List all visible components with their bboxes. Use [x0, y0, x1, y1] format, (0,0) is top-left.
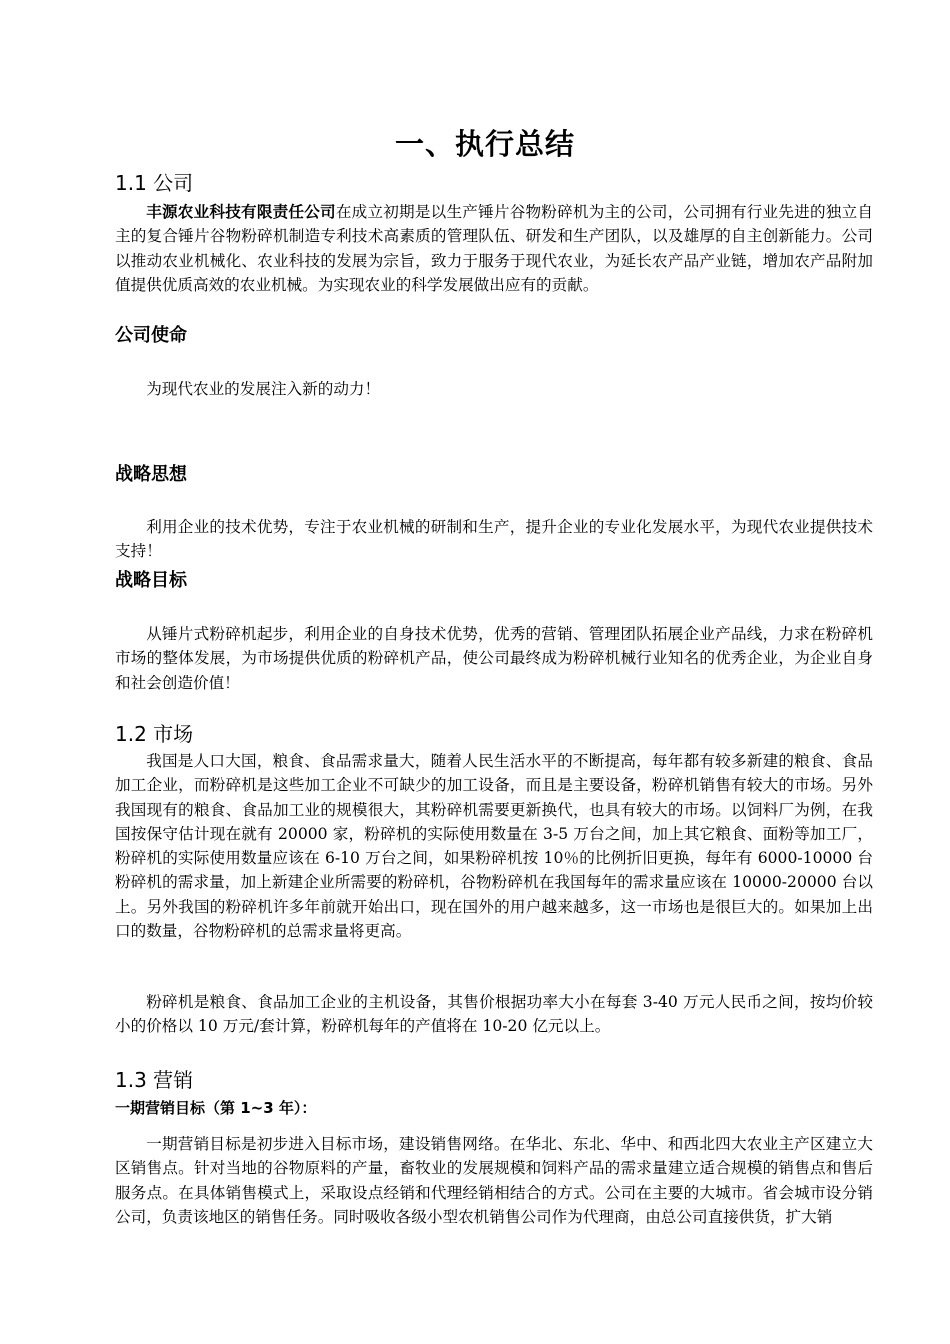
strategy-heading: 战略思想: [115, 464, 187, 485]
goal-heading: 战略目标: [115, 570, 187, 591]
page-title: 一、执行总结: [394, 127, 575, 161]
market-paragraph-2: 粉碎机是粮食、食品加工企业的主机设备，其售价根据功率大小在每套 3-40 万元人民币之间，按均价较小的价格以 10 万元/套计算，粉碎机每年的产值将在 10-20 亿元以上。: [115, 993, 873, 1036]
mission-paragraph: 为现代农业的发展注入新的动力！: [146, 380, 381, 398]
mission-heading: 公司使命: [115, 325, 187, 346]
goal-paragraph: 从锤片式粉碎机起步，利用企业的自身技术优势，优秀的营销、管理团队拓展企业产品线，力求在粉碎机市场的整体发展，为市场提供优质的粉碎机产品，使公司最终成为粉碎机械行业知名的优秀企业，为企业自身和社会创造价值！: [115, 625, 873, 692]
company-intro-text: 在成立初期是以生产锤片谷物粉碎机为主的公司，公司拥有行业先进的独立自主的复合锤片谷物粉碎机制造专利技术高素质的管理队伍、研发和生产团队，以及雄厚的自主创新能力。公司以推动农业机械化、农业科技的发展为宗旨，致力于服务于现代农业，为延长农产品产业链，增加农产品附加值提供优质高效的农业机械。为实现农业的科学发展做出应有的贡献。: [115, 203, 873, 294]
company-intro-paragraph: [115, 200, 873, 297]
marketing-subheading: 一期营销目标（第 1~3 年）：: [115, 1099, 317, 1117]
section-heading-marketing: 1.3 营销: [115, 1068, 194, 1092]
section-heading-market: 1.2 市场: [115, 722, 194, 746]
strategy-paragraph: 利用企业的技术优势，专注于农业机械的研制和生产，提升企业的专业化发展水平，为现代农业提供技术支持！: [115, 518, 873, 561]
marketing-paragraph-1: 一期营销目标是初步进入目标市场，建设销售网络。在华北、东北、华中、和西北四大农业主产区建立大区销售点。针对当地的谷物原料的产量，畜牧业的发展规模和饲料产品的需求量建立适合规模的销售点和售后服务点。在具体销售模式上，采取设点经销和代理经销相结合的方式。公司在主要的大城市。省会城市设分销公司，负责该地区的销售任务。同时吸收各级小型农机销售公司作为代理商，由总公司直接供货，扩大销: [115, 1135, 873, 1226]
section-heading-company: 1.1 公司: [115, 171, 194, 195]
company-name: 丰源农业科技有限责任公司: [146, 203, 336, 221]
market-paragraph-1: 我国是人口大国，粮食、食品需求量大，随着人民生活水平的不断提高，每年都有较多新建的粮食、食品加工企业，而粉碎机是这些加工企业不可缺少的加工设备，而且是主要设备，粉碎机销售有较大的市场。另外我国现有的粮食、食品加工业的规模很大，其粉碎机需要更新换代，也具有较大的市场。以饲料厂为例，在我国按保守估计现在就有 20000 家，粉碎机的实际使用数量在 3-5 万台之间，加上其它粮食、面粉等加工厂，粉碎机的实际使用数量应该在 6-10 万台之间，如果粉碎机按 10％的比例折旧更换，每年有 6000-10000 台粉碎机的需求量，加上新建企业所需要的粉碎机，谷物粉碎机在我国每年的需求量应该在 10000-20000 台以上。另外我国的粉碎机许多年前就开始出口，现在国外的用户越来越多，这一市场也是很巨大的。如果加上出口的数量，谷物粉碎机的总需求量将更高。: [115, 752, 873, 941]
